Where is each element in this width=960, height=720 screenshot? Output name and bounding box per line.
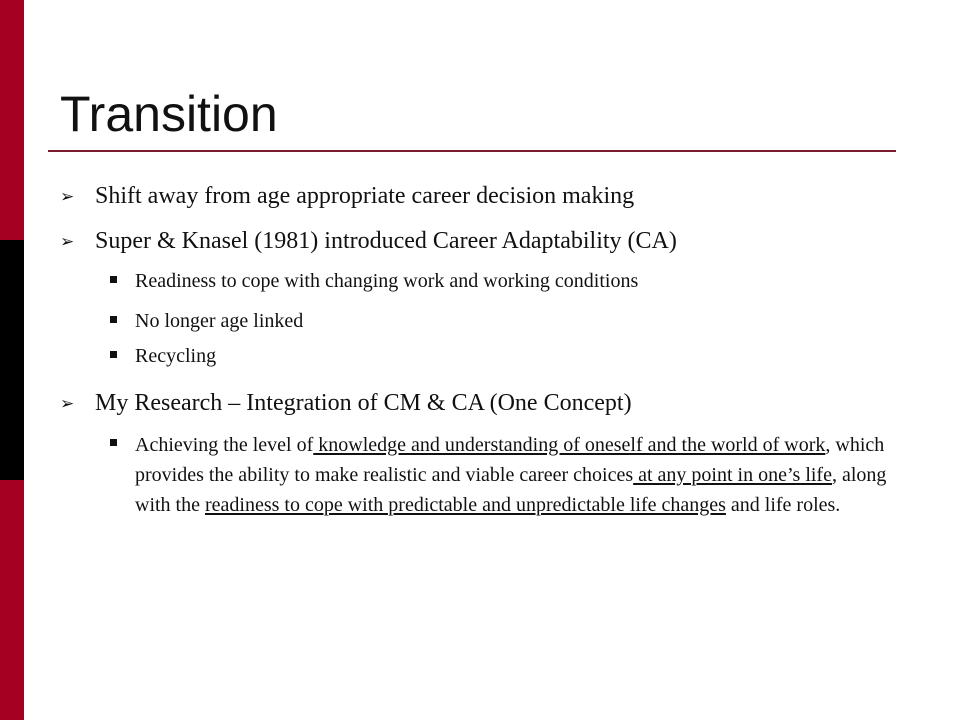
bullet-text: Shift away from age appropriate career decision making — [95, 183, 635, 209]
arrow-bullet-icon: ➢ — [60, 394, 75, 414]
definition-part: Achieving the level of — [135, 434, 314, 456]
square-bullet-icon — [110, 351, 117, 358]
slide-title: Transition — [60, 86, 278, 142]
definition-underlined: at any point in one’s life — [633, 464, 832, 486]
arrow-bullet-icon: ➢ — [60, 232, 75, 252]
sub-bullet-readiness — [110, 268, 638, 294]
bullet-text: Super & Knasel (1981) introduced Career Adaptability (CA) — [95, 228, 677, 254]
sub-bullet-age — [110, 308, 303, 334]
definition-part: , along with the — [135, 464, 887, 516]
definition-underlined: readiness to cope with predictable and unpredictable life changes — [205, 494, 726, 516]
sub-bullet-text: Recycling — [135, 345, 217, 367]
accent-bar-dark-segment — [0, 240, 24, 480]
square-bullet-icon — [110, 316, 117, 323]
definition-part: , which provides the ability to make realistic and viable career choices — [135, 434, 885, 486]
bullet-my-research — [60, 388, 632, 418]
definition-part: and life roles. — [725, 494, 841, 516]
bullet-shift-away — [60, 181, 634, 211]
square-bullet-icon — [110, 276, 117, 283]
sub-bullet-text: No longer age linked — [135, 310, 304, 332]
definition-underlined: knowledge and understanding of oneself and the world of work — [313, 434, 826, 456]
sub-bullet-recycling — [110, 343, 216, 369]
definition-text — [110, 430, 910, 520]
sub-bullet-text: Readiness to cope with changing work and working conditions — [135, 270, 639, 292]
bullet-text: My Research – Integration of CM & CA (One Concept) — [95, 390, 632, 416]
definition-bullet — [110, 430, 910, 520]
arrow-bullet-icon: ➢ — [60, 187, 75, 207]
title-divider — [48, 150, 896, 152]
bullet-super-knasel — [60, 226, 677, 256]
square-bullet-icon — [110, 439, 117, 446]
